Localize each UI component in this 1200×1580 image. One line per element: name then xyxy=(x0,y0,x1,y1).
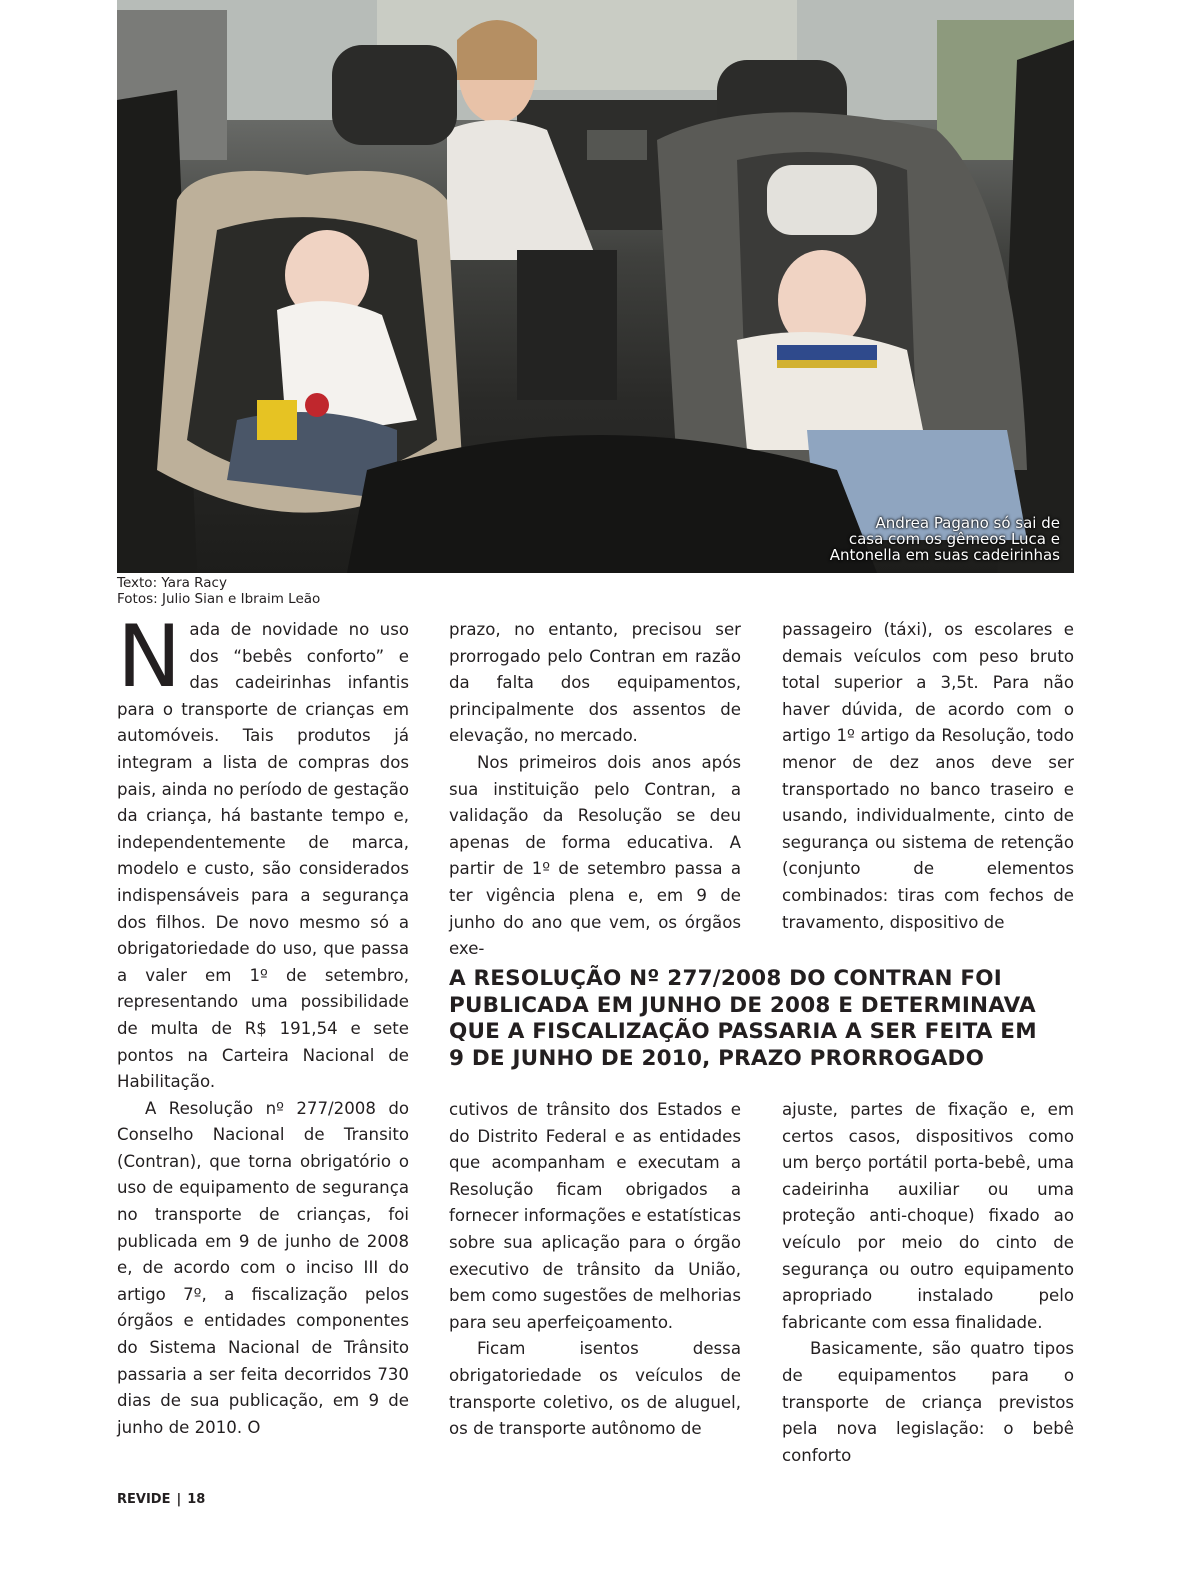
caption-line: Andrea Pagano só sai de xyxy=(875,514,1060,532)
folio-separator: | xyxy=(176,1492,182,1507)
caption-line: Antonella em suas cadeirinhas xyxy=(829,546,1060,564)
article-paragraph: prazo, no entanto, precisou ser prorrogado pelo Contran em razão da falta dos equipamentos, principalmente dos assentos de elevação, no mercado. xyxy=(449,620,741,746)
article-paragraph: A Resolução nº 277/2008 do Conselho Nacional de Transito (Contran), que torna obrigatório o uso de equipamento de segurança no transporte de crianças, foi publicada em 9 de junho de 2008 e, de acordo com o inciso III do artigo 7º, a fiscalização pelos órgãos e entidades componentes do Sistema Nacional de Trânsito passaria a ser feita decorridos 730 dias de sua publicação, em 9 de junho de 2010. O xyxy=(117,1098,409,1437)
article-column-2-bottom xyxy=(449,1097,741,1443)
pull-quote-line: QUE A FISCALIZAÇÃO PASSARIA A SER FEITA EM xyxy=(449,1019,1037,1044)
page-folio xyxy=(117,1492,205,1507)
pull-quote-line: 9 DE JUNHO DE 2010, PRAZO PRORROGADO xyxy=(449,1045,985,1071)
article-paragraph: Basicamente, são quatro tipos de equipamentos para o transporte de criança previstos pela nova legislação: o bebê conforto xyxy=(782,1339,1074,1465)
article-column-2-top xyxy=(449,617,741,963)
article-column-3-top xyxy=(782,617,1074,936)
article-column-3-bottom xyxy=(782,1097,1074,1469)
drop-cap: N xyxy=(117,607,182,707)
text-credit: Texto: Yara Racy xyxy=(117,575,227,591)
article-paragraph: ajuste, partes de fixação e, em certos casos, dispositivos como um berço portátil porta-bebê, uma cadeirinha auxiliar ou uma proteção anti-choque) fixado ao veículo por meio do cinto de segurança ou outro equipamento apropriado instalado pelo fabricante com essa finalidade. xyxy=(782,1100,1074,1332)
magazine-name: REVIDE xyxy=(117,1492,171,1507)
article-paragraph: passageiro (táxi), os escolares e demais veículos com peso bruto total superior a 3,5t. Para não haver dúvida, de acordo com o artigo 1º artigo da Resolução, todo menor de dez anos deve ser transportado no banco traseiro e usando, individualmente, cinto de segurança ou sistema de retenção (conjunto de elementos combinados: tiras com fechos de travamento, dispositivo de xyxy=(782,620,1074,932)
photo-illustration xyxy=(117,0,1074,573)
credits xyxy=(117,575,320,607)
photo-credit: Fotos: Julio Sian e Ibraim Leão xyxy=(117,591,321,607)
paragraph-text: ada de novidade no uso dos “bebês conforto” e das cadeirinhas infantis para o transporte de crianças em automóveis. Tais produtos já integram a lista de compras dos pais, ainda no período de gestação da criança, há bastante tempo e, independentemente de marca, modelo e custo, são considerados indispensáveis para a segurança dos filhos. De novo mesmo só a obrigatoriedade do uso, que passa a valer em 1º de setembro, representando uma possibilidade de multa de R$ 191,54 e sete pontos na Carteira Nacional de Habilitação. xyxy=(117,620,409,1092)
page-number: 18 xyxy=(187,1492,206,1507)
article-paragraph xyxy=(117,607,409,1096)
article-paragraph: Ficam isentos dessa obrigatoriedade os veículos de transporte coletivo, os de aluguel, os de transporte autônomo de xyxy=(449,1339,741,1439)
photo-caption xyxy=(800,515,1060,563)
caption-line: casa com os gêmeos Luca e xyxy=(848,530,1060,548)
pull-quote-line: A RESOLUÇÃO Nº 277/2008 DO CONTRAN FOI xyxy=(449,966,1002,991)
article-paragraph: Nos primeiros dois anos após sua instituição pelo Contran, a validação da Resolução se deu apenas de forma educativa. A partir de 1º de setembro passa a ter vigência plena e, em 9 de junho do ano que vem, os órgãos exe- xyxy=(449,752,741,959)
pull-quote xyxy=(449,966,1074,1072)
article-column-1 xyxy=(117,607,409,1441)
article-photo xyxy=(117,0,1074,573)
article-paragraph: cutivos de trânsito dos Estados e do Distrito Federal e as entidades que acompanham e executam a Resolução ficam obrigados a fornecer informações e estatísticas sobre sua aplicação para o órgão executivo de trânsito da União, bem como sugestões de melhorias para seu aperfeiçoamento. xyxy=(449,1100,741,1332)
pull-quote-line: PUBLICADA EM JUNHO DE 2008 E DETERMINAVA xyxy=(449,992,1036,1018)
